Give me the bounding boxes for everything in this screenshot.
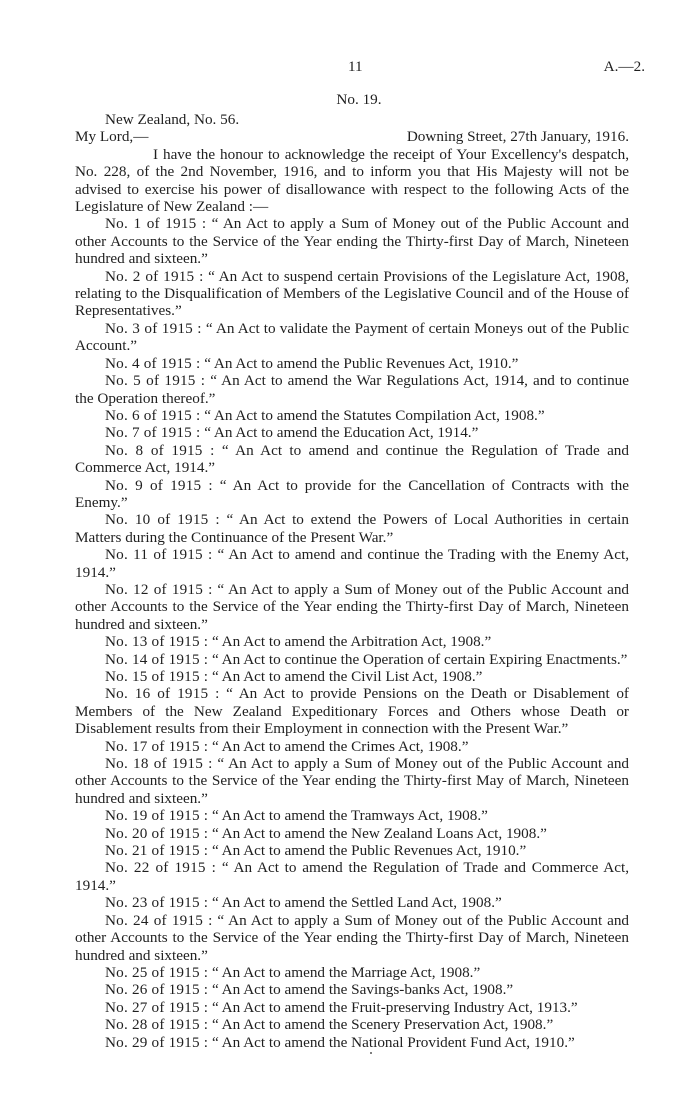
act-entry — [75, 1016, 629, 1033]
act-number: No. 14 of 1915 : — [105, 650, 209, 668]
act-title: “ An Act to amend the Crimes Act, 1908.” — [211, 737, 469, 755]
act-number: No. 18 of 1915 : — [105, 755, 213, 773]
act-number: No. 23 of 1915 : — [105, 894, 209, 912]
page-header — [0, 58, 700, 78]
act-entry — [75, 320, 629, 355]
act-number: No. 11 of 1915 : — [105, 546, 213, 564]
act-title: “ An Act to amend the Regulation of Trade and Commerce Act, 1914.” — [75, 859, 629, 894]
act-title: “ An Act to amend the Fruit-preserving Industry Act, 1913.” — [211, 998, 578, 1016]
act-number: No. 9 of 1915 : — [105, 476, 213, 494]
act-title: “ An Act to validate the Payment of certain Moneys out of the Public Account.” — [75, 319, 630, 355]
act-number: No. 3 of 1915 : — [105, 319, 202, 337]
act-entry — [75, 964, 629, 981]
act-entry — [75, 738, 629, 755]
page-number: 11 — [348, 58, 363, 75]
act-title: “ An Act to amend the Scenery Preservation Act, 1908.” — [211, 1016, 554, 1034]
act-title: “ An Act to amend the Education Act, 1914.” — [204, 424, 479, 442]
act-entry — [75, 668, 629, 685]
act-title: “ An Act to amend and continue the Regulation of Trade and Commerce Act, 1914.” — [75, 441, 629, 477]
act-number: No. 29 of 1915 : — [105, 1033, 209, 1051]
act-number: No. 1 of 1915 : — [105, 215, 207, 233]
act-number: No. 25 of 1915 : — [105, 963, 209, 981]
act-number: No. 10 of 1915 : — [105, 511, 220, 529]
act-title: “ An Act to amend the Public Revenues Act, 1910.” — [211, 842, 527, 860]
letter-origin: New Zealand, No. 56. — [105, 111, 240, 128]
act-title: “ An Act to amend the Arbitration Act, 1908.” — [211, 633, 492, 651]
act-number: No. 21 of 1915 : — [105, 842, 209, 860]
salutation: My Lord,— — [75, 128, 149, 146]
act-entry — [75, 268, 629, 320]
act-number: No. 24 of 1915 : — [105, 911, 213, 929]
letter-body — [75, 111, 629, 1051]
act-entry — [75, 355, 629, 372]
act-entry — [75, 807, 629, 824]
acts-list — [75, 215, 629, 1051]
act-number: No. 28 of 1915 : — [105, 1016, 209, 1034]
document-reference: A.—2. — [603, 58, 645, 75]
act-entry — [75, 633, 629, 650]
act-title: “ An Act to amend the Settled Land Act, 1908.” — [211, 894, 502, 912]
act-number: No. 15 of 1915 : — [105, 668, 209, 685]
act-entry — [75, 825, 629, 842]
act-entry — [75, 581, 629, 633]
act-title: “ An Act to provide for the Cancellation of Contracts with the Enemy.” — [75, 476, 630, 511]
act-title: “ An Act to amend the War Regulations Act, 1914, and to continue the Operation thereof.” — [75, 372, 630, 407]
act-title: “ An Act to amend the Civil List Act, 1908.” — [211, 668, 483, 685]
act-entry — [75, 912, 629, 964]
act-title: “ An Act to apply a Sum of Money out of the Public Account and other Accounts to the Service of the Year ending the Thirty-first Day of March, Nineteen hundred and sixteen.” — [75, 580, 630, 633]
end-mark — [370, 1052, 372, 1054]
act-entry — [75, 859, 629, 894]
act-title: “ An Act to provide Pensions on the Death or Disablement of Members of the New Zealand Expeditionary Forces and Others whose Death or Disablement results from their Employment in connection with the Present War.” — [75, 685, 629, 738]
act-entry — [75, 477, 629, 512]
act-entry — [75, 685, 629, 737]
act-title: “ An Act to amend the Statutes Compilation Act, 1908.” — [204, 406, 545, 424]
intro-paragraph: I have the honour to acknowledge the receipt of Your Excellency's despatch, No. 228, of the 2nd November, 1916, and to inform you that His Majesty will not be advised to exercise his power of disallowance with respect to the following Acts of the Legislature of New Zealand :— — [75, 145, 629, 216]
act-entry — [75, 424, 629, 441]
act-entry — [75, 372, 629, 407]
act-entry — [75, 651, 629, 668]
act-title: “ An Act to amend and continue the Trading with the Enemy Act, 1914.” — [75, 546, 629, 581]
act-title: “ An Act to amend the National Provident Fund Act, 1910.” — [211, 1033, 575, 1051]
act-number: No. 13 of 1915 : — [105, 633, 209, 651]
document-number: No. 19. — [336, 91, 382, 108]
act-number: No. 20 of 1915 : — [105, 824, 209, 842]
act-title: “ An Act to amend the Public Revenues Act, 1910.” — [204, 354, 519, 372]
act-number: No. 2 of 1915 : — [105, 267, 204, 285]
act-title: “ An Act to amend the New Zealand Loans Act, 1908.” — [211, 824, 547, 842]
act-number: No. 5 of 1915 : — [105, 372, 206, 390]
act-number: No. 16 of 1915 : — [105, 685, 220, 703]
act-title: “ An Act to apply a Sum of Money out of the Public Account and other Accounts to the Service of the Year ending the Thirty-first Day of March, Nineteen hundred and sixteen.” — [75, 911, 630, 964]
act-title: “ An Act to apply a Sum of Money out of the Public Account and other Accounts to the Service of the Year ending the Thirty-first Day of March, Nineteen hundred and sixteen.” — [75, 215, 629, 268]
act-number: No. 26 of 1915 : — [105, 981, 209, 999]
act-title: “ An Act to amend the Savings-banks Act, 1908.” — [211, 981, 514, 999]
act-number: No. 12 of 1915 : — [105, 580, 213, 598]
act-title: “ An Act to amend the Marriage Act, 1908.” — [211, 963, 481, 981]
act-number: No. 19 of 1915 : — [105, 807, 209, 825]
act-number: No. 7 of 1915 : — [105, 424, 201, 442]
act-number: No. 27 of 1915 : — [105, 998, 209, 1016]
act-number: No. 8 of 1915 : — [105, 441, 215, 459]
act-title: “ An Act to suspend certain Provisions of the Legislature Act, 1908, relating to the Disqualification of Members of the Legislative Council and of the House of Representatives.” — [75, 267, 629, 320]
act-number: No. 6 of 1915 : — [105, 406, 201, 424]
act-entry — [75, 1034, 629, 1051]
act-entry — [75, 842, 629, 859]
act-entry — [75, 981, 629, 998]
act-entry — [75, 546, 629, 581]
place-date: Downing Street, 27th January, 1916. — [406, 128, 629, 146]
act-title: “ An Act to continue the Operation of certain Expiring Enactments.” — [211, 650, 628, 668]
act-title: “ An Act to amend the Tramways Act, 1908.” — [211, 807, 488, 825]
act-entry — [75, 755, 629, 807]
act-entry — [75, 999, 629, 1016]
act-entry — [75, 442, 629, 477]
act-title: “ An Act to apply a Sum of Money out of the Public Account and other Accounts to the Service of the Year ending the Thirty-first May of March, Nineteen hundred and sixteen.” — [75, 755, 630, 807]
act-entry — [75, 215, 629, 267]
salutation-row — [75, 128, 629, 145]
act-entry — [75, 511, 629, 546]
act-entry — [75, 407, 629, 424]
act-number: No. 4 of 1915 : — [105, 354, 201, 372]
act-title: “ An Act to extend the Powers of Local Authorities in certain Matters during the Continuance of the Present War.” — [75, 511, 629, 546]
act-number: No. 22 of 1915 : — [105, 859, 217, 877]
act-number: No. 17 of 1915 : — [105, 737, 209, 755]
act-entry — [75, 894, 629, 911]
